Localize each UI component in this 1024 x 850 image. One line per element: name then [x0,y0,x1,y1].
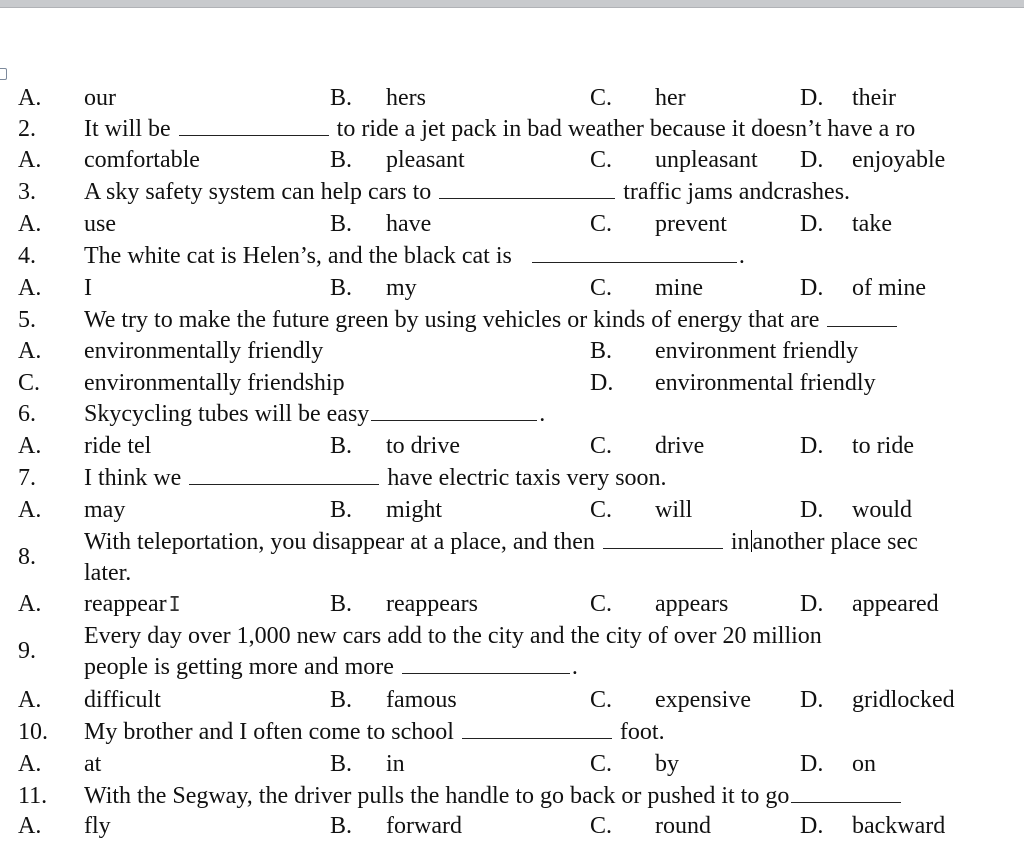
question-text-line2 [84,652,578,683]
option-a: ride tel [84,433,152,459]
question-number: 3. [18,179,36,205]
question-row-3 [0,177,1024,208]
option-label-d: D. [800,591,824,617]
option-label-c: C. [590,813,613,839]
option-c: will [655,497,693,523]
option-b: pleasant [386,147,465,173]
option-label-c: C. [590,687,613,713]
option-c: her [655,85,686,111]
question-number: 6. [18,401,36,427]
option-label-d: D. [590,370,614,396]
question-text-after: in [730,529,750,555]
answer-blank[interactable] [371,420,537,421]
option-label-a: A. [18,497,42,523]
option-a: comfortable [84,147,200,173]
option-label-c: C. [590,275,613,301]
question-number: 2. [18,116,36,142]
option-c: unpleasant [655,147,758,173]
question-text-after: traffic jams andcrashes. [623,179,851,205]
option-label-b: B. [330,751,353,777]
question-text-after: to ride a jet pack in bad weather because it doesn’t have a ro [336,116,916,142]
mouse-ibeam-icon: I [168,592,181,616]
option-label-b: B. [330,433,353,459]
option-c: appears [655,591,729,617]
options-row-5a [0,336,1024,367]
option-d: backward [852,813,946,839]
question-text-before: We try to make the future green by using vehicles or kinds of energy that are [84,307,820,333]
option-label-b: B. [330,275,353,301]
options-row-9 [0,685,1024,716]
option-c: expensive [655,687,751,713]
options-row-11 [0,811,1024,842]
options-row-7 [0,495,1024,526]
question-row-11 [0,781,1024,812]
question-text-before: Skycycling tubes will be easy [84,401,370,427]
question-text [84,177,850,208]
option-label-d: D. [800,497,824,523]
option-label-a: A. [18,147,42,173]
options-row-5b [0,368,1024,399]
option-d: of mine [852,275,926,301]
option-c: drive [655,433,705,459]
option-b: famous [386,687,457,713]
option-d: gridlocked [852,687,955,713]
option-a: our [84,85,116,111]
option-label-b: B. [330,813,353,839]
question-row-2 [0,114,1024,145]
option-c: round [655,813,711,839]
option-label-a: A. [18,591,42,617]
option-label-c: C. [18,370,41,396]
option-a: may [84,497,126,523]
question-number: 5. [18,307,36,333]
question-text-after: have electric taxis very soon. [387,465,667,491]
answer-blank[interactable] [532,262,737,263]
options-row-4 [0,273,1024,304]
options-row-2 [0,145,1024,176]
answer-blank[interactable] [603,548,723,549]
option-label-c: C. [590,751,613,777]
option-label-b: B. [330,211,353,237]
option-b: might [386,497,443,523]
answer-blank[interactable] [439,198,615,199]
options-row-1 [0,83,1024,114]
answer-blank[interactable] [462,738,612,739]
option-label-d: D. [800,813,824,839]
option-a: at [84,751,102,777]
option-label-a: A. [18,687,42,713]
option-label-d: D. [800,751,824,777]
question-number: 7. [18,465,36,491]
answer-blank[interactable] [179,135,329,136]
option-label-d: D. [800,147,824,173]
option-b: in [386,751,405,777]
option-label-c: C. [590,147,613,173]
question-row-5 [0,305,1024,336]
option-label-c: C. [590,497,613,523]
option-label-d: D. [800,85,824,111]
option-label-c: C. [590,211,613,237]
option-label-a: A. [18,211,42,237]
option-d: on [852,751,876,777]
question-number: 11. [18,783,48,809]
option-d: their [852,85,896,111]
option-label-a: A. [18,433,42,459]
option-label-b: B. [330,497,353,523]
question-row-4 [0,241,1024,272]
question-text-before: With the Segway, the driver pulls the handle to go back or pushed it to go [84,783,790,809]
question-text-after: . [539,401,546,427]
option-b: my [386,275,417,301]
question-number: 9. [18,638,36,664]
option-label-d: D. [800,687,824,713]
question-text-before: My brother and I often come to school [84,719,454,745]
question-text [84,305,899,336]
question-number: 4. [18,243,36,269]
option-label-d: D. [800,275,824,301]
question-row-6 [0,399,1024,430]
question-text [84,717,665,748]
answer-blank[interactable] [402,673,570,674]
question-number: 8. [18,544,36,570]
option-d: enjoyable [852,147,946,173]
option-label-a: A. [18,275,42,301]
option-b: forward [386,813,462,839]
question-number: 10. [18,719,48,745]
option-a: I [84,275,92,301]
question-row-8 [0,527,1024,589]
option-label-b: B. [330,85,353,111]
options-row-6 [0,431,1024,462]
option-a: use [84,211,116,237]
text-cursor [751,530,752,552]
option-b: reappears [386,591,478,617]
option-a: difficult [84,687,161,713]
option-a: fly [84,813,111,839]
option-label-c: C. [590,85,613,111]
option-label-d: D. [800,433,824,459]
option-b: hers [386,85,426,111]
question-row-7 [0,463,1024,494]
option-label-c: C. [590,433,613,459]
option-a [84,589,181,620]
option-c: mine [655,275,703,301]
question-row-9 [0,621,1024,683]
question-row-10 [0,717,1024,748]
question-text [84,527,918,558]
answer-blank[interactable] [827,326,897,327]
answer-blank[interactable] [791,802,901,803]
option-c: by [655,751,679,777]
option-c: prevent [655,211,727,237]
question-text [84,114,915,145]
question-text-before: With teleportation, you disappear at a place, and then [84,529,595,555]
option-b: environment friendly [655,338,859,364]
option-d: appeared [852,591,939,617]
option-label-b: B. [330,687,353,713]
option-c: environmentally friendship [84,370,345,396]
question-text [84,463,667,494]
option-a-text: reappear [84,591,167,617]
option-d: to ride [852,433,914,459]
option-label-b: B. [330,591,353,617]
option-label-a: A. [18,751,42,777]
question-text-before: It will be [84,116,171,142]
option-d: would [852,497,912,523]
option-label-a: A. [18,813,42,839]
question-text-before: The white cat is Helen’s, and the black cat is [84,243,512,269]
question-text-before: A sky safety system can help cars to [84,179,432,205]
answer-blank[interactable] [189,484,379,485]
question-text [84,241,745,272]
option-d: take [852,211,892,237]
option-label-d: D. [800,211,824,237]
option-b: to drive [386,433,460,459]
option-label-a: A. [18,85,42,111]
option-b: have [386,211,432,237]
question-text-line2: later. [84,560,132,586]
option-label-b: B. [330,147,353,173]
question-text-before: I think we [84,465,182,491]
question-text-after-cont: another place sec [752,529,918,555]
question-text [84,399,545,430]
question-text-line1: Every day over 1,000 new cars add to the city and the city of over 20 million [84,623,822,649]
options-row-8 [0,589,1024,620]
question-text-after: foot. [619,719,665,745]
option-label-a: A. [18,338,42,364]
question-text-before: people is getting more and more [84,654,394,680]
options-row-3 [0,209,1024,240]
question-text-after: . [571,654,578,680]
option-a: environmentally friendly [84,338,324,364]
option-label-c: C. [590,591,613,617]
question-text [84,781,903,812]
option-d: environmental friendly [655,370,876,396]
question-text-after: . [738,243,745,269]
options-row-10 [0,749,1024,780]
option-label-b: B. [590,338,613,364]
